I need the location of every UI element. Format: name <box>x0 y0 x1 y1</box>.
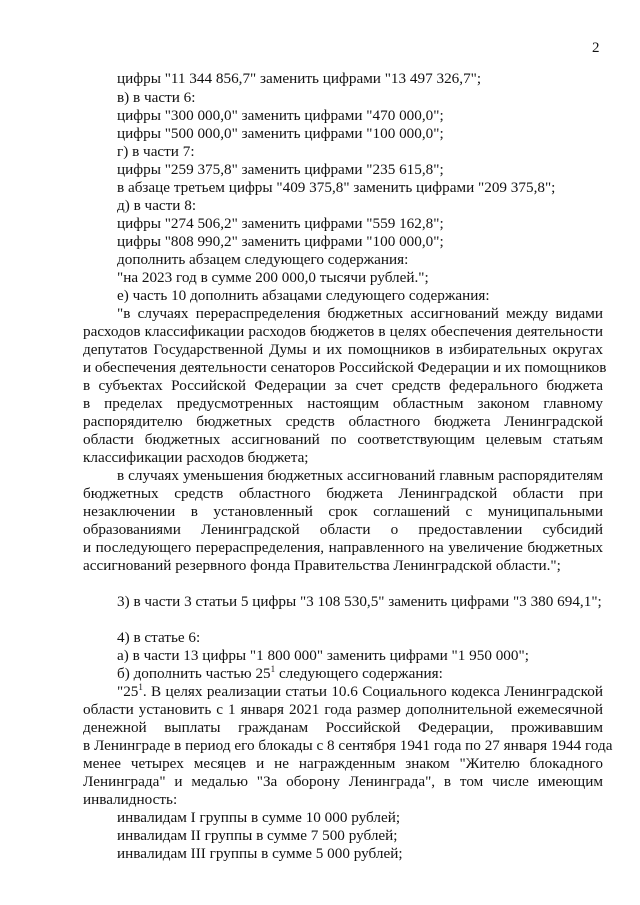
text-line: цифры "500 000,0" заменить цифрами "100 000,0"; <box>117 125 444 142</box>
text-line: цифры "259 375,8" заменить цифрами "235 615,8"; <box>117 161 444 178</box>
text-line: Ленинграда" и медалью "За оборону Ленинграда", в том числе имеющим <box>83 773 603 790</box>
text-line: "в случаях перераспределения бюджетных ассигнований между видами <box>117 305 603 322</box>
text-line: цифры "808 990,2" заменить цифрами "100 000,0"; <box>117 233 444 250</box>
text-line: и последующего перераспределения, направленного на увеличение бюджетных <box>83 539 603 556</box>
text-line: классификации расходов бюджета; <box>83 449 309 466</box>
text-line <box>117 665 443 683</box>
text-fragment: "25 <box>117 683 139 700</box>
text-line: ассигнований резервного фонда Правительства Ленинградской области."; <box>83 557 561 574</box>
page-number: 2 <box>592 40 600 56</box>
text-line: в) в части 6: <box>117 89 196 106</box>
text-line: инвалидам I группы в сумме 10 000 рублей; <box>117 809 401 826</box>
text-fragment: . В целях реализации статьи 10.6 Социального кодекса Ленинградской <box>142 683 603 700</box>
text-line: образованиями Ленинградской области о предоставлении субсидий <box>83 521 603 538</box>
text-line: цифры "274 506,2" заменить цифрами "559 162,8"; <box>117 215 444 232</box>
text-line: в субъектах Российской Федерации за счет средств федерального бюджета <box>83 377 603 394</box>
text-line: менее четырех месяцев и не награжденным знаком "Жителю блокадного <box>83 755 603 772</box>
text-line: в пределах предусмотренных настоящим областным законом главному <box>83 395 603 412</box>
text-line: е) часть 10 дополнить абзацами следующего содержания: <box>117 287 490 304</box>
text-line: инвалидам III группы в сумме 5 000 рублей; <box>117 845 403 862</box>
text-line: денежной выплаты гражданам Российской Федерации, проживавшим <box>83 719 603 736</box>
text-line: а) в части 13 цифры "1 800 000" заменить цифрами "1 950 000"; <box>117 647 529 664</box>
text-line: бюджетных средств областного бюджета Ленинградской области при <box>83 485 603 502</box>
text-line: цифры "11 344 856,7" заменить цифрами "13 497 326,7"; <box>117 70 482 87</box>
text-line: в случаях уменьшения бюджетных ассигнований главным распорядителям <box>117 467 603 484</box>
text-line: распорядителю бюджетных средств областного бюджета Ленинградской <box>83 413 603 430</box>
text-line: 3) в части 3 статьи 5 цифры "3 108 530,5" заменить цифрами "3 380 694,1"; <box>117 593 602 610</box>
text-line: г) в части 7: <box>117 143 195 160</box>
text-line: инвалидность: <box>83 791 178 808</box>
text-line: и обеспечения деятельности сенаторов Российской Федерации и их помощников <box>83 359 607 376</box>
text-line: незаключении в установленный срок соглашений с муниципальными <box>83 503 603 520</box>
text-fragment: б) дополнить частью 25 <box>117 665 271 682</box>
text-line: в Ленинграде в период его блокады с 8 сентября 1941 года по 27 января 1944 года <box>83 737 613 754</box>
text-line: цифры "300 000,0" заменить цифрами "470 000,0"; <box>117 107 444 124</box>
text-line: дополнить абзацем следующего содержания: <box>117 251 409 268</box>
text-line: области установить с 1 января 2021 года размер дополнительной ежемесячной <box>83 701 603 718</box>
text-line: расходов классификации расходов бюджетов в целях обеспечения деятельности <box>83 323 603 340</box>
text-line <box>117 683 603 701</box>
text-line: в абзаце третьем цифры "409 375,8" заменить цифрами "209 375,8"; <box>117 179 556 196</box>
text-line: области бюджетных ассигнований по соответствующим целевым статьям <box>83 431 603 448</box>
text-line: д) в части 8: <box>117 197 197 214</box>
text-line: 4) в статье 6: <box>117 629 201 646</box>
text-line: "на 2023 год в сумме 200 000,0 тысячи рублей."; <box>117 269 429 286</box>
text-line: депутатов Государственной Думы и их помощников в избирательных округах <box>83 341 603 358</box>
text-fragment: следующего содержания: <box>275 665 443 682</box>
superscript: 1 <box>270 664 276 674</box>
text-line: инвалидам II группы в сумме 7 500 рублей; <box>117 827 398 844</box>
superscript: 1 <box>138 682 143 692</box>
